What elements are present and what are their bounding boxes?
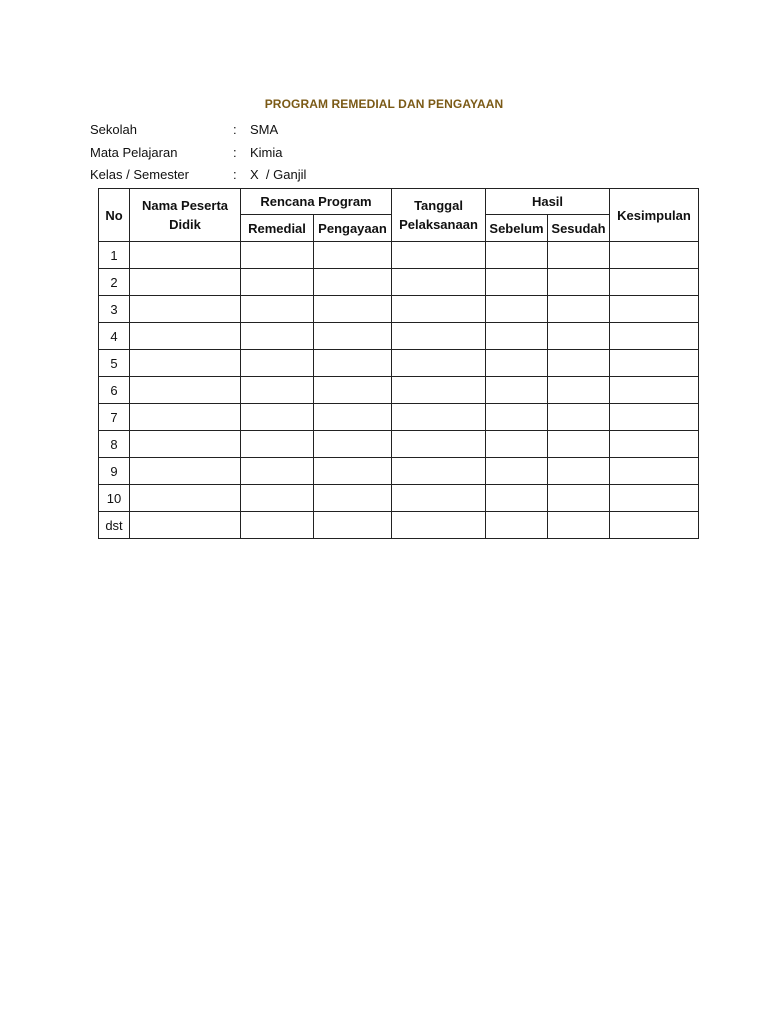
remedial-cell[interactable]	[241, 350, 314, 377]
header-tanggal-pelaksanaan	[392, 189, 486, 242]
sebelum-cell[interactable]	[486, 404, 548, 431]
tanggal-cell[interactable]	[392, 485, 486, 512]
nama-cell[interactable]	[130, 458, 241, 485]
pengayaan-cell[interactable]	[314, 485, 392, 512]
header-sebelum: Sebelum	[486, 215, 548, 242]
info-row-sekolah	[90, 121, 490, 139]
tanggal-cell[interactable]	[392, 458, 486, 485]
remedial-cell[interactable]	[241, 485, 314, 512]
info-value: X / Ganjil	[250, 167, 307, 182]
tanggal-cell[interactable]	[392, 350, 486, 377]
info-row-kelas-semester	[90, 166, 490, 184]
row-number-cell: 9	[99, 458, 130, 485]
pengayaan-cell[interactable]	[314, 458, 392, 485]
remedial-cell[interactable]	[241, 269, 314, 296]
kesimpulan-cell[interactable]	[610, 431, 699, 458]
nama-cell[interactable]	[130, 269, 241, 296]
header-nama-peserta-line2: Didik	[169, 217, 201, 232]
sebelum-cell[interactable]	[486, 323, 548, 350]
tanggal-cell[interactable]	[392, 269, 486, 296]
sebelum-cell[interactable]	[486, 458, 548, 485]
row-number-cell: 8	[99, 431, 130, 458]
nama-cell[interactable]	[130, 377, 241, 404]
header-remedial: Remedial	[241, 215, 314, 242]
kesimpulan-cell[interactable]	[610, 377, 699, 404]
table-row	[99, 458, 699, 485]
document-title: PROGRAM REMEDIAL DAN PENGAYAAN	[264, 97, 504, 111]
info-label: Mata Pelajaran	[90, 145, 178, 160]
table-body	[99, 242, 699, 539]
header-nama-peserta-line1: Nama Peserta	[142, 198, 228, 213]
row-number-cell: 1	[99, 242, 130, 269]
row-number-cell: 6	[99, 377, 130, 404]
header-rencana-program: Rencana Program	[241, 189, 392, 215]
header-tanggal-line1: Tanggal	[414, 198, 463, 213]
tanggal-cell[interactable]	[392, 404, 486, 431]
sesudah-cell[interactable]	[548, 431, 610, 458]
tanggal-cell[interactable]	[392, 323, 486, 350]
nama-cell[interactable]	[130, 242, 241, 269]
table-row	[99, 350, 699, 377]
table-row	[99, 377, 699, 404]
sesudah-cell[interactable]	[548, 323, 610, 350]
sesudah-cell[interactable]	[548, 458, 610, 485]
table-row	[99, 431, 699, 458]
kesimpulan-cell[interactable]	[610, 242, 699, 269]
table-row	[99, 512, 699, 539]
remedial-cell[interactable]	[241, 377, 314, 404]
row-number-cell: 2	[99, 269, 130, 296]
sesudah-cell[interactable]	[548, 404, 610, 431]
kesimpulan-cell[interactable]	[610, 404, 699, 431]
pengayaan-cell[interactable]	[314, 404, 392, 431]
info-separator: :	[233, 122, 237, 137]
row-number-cell: 10	[99, 485, 130, 512]
row-number-cell: 3	[99, 296, 130, 323]
pengayaan-cell[interactable]	[314, 350, 392, 377]
sebelum-cell[interactable]	[486, 377, 548, 404]
header-tanggal-line2: Pelaksanaan	[399, 217, 478, 232]
pengayaan-cell[interactable]	[314, 242, 392, 269]
tanggal-cell[interactable]	[392, 512, 486, 539]
kesimpulan-cell[interactable]	[610, 512, 699, 539]
nama-cell[interactable]	[130, 431, 241, 458]
table-row	[99, 404, 699, 431]
row-number-cell: 4	[99, 323, 130, 350]
nama-cell[interactable]	[130, 485, 241, 512]
header-no: No	[99, 189, 130, 242]
sebelum-cell[interactable]	[486, 269, 548, 296]
kesimpulan-cell[interactable]	[610, 350, 699, 377]
kesimpulan-cell[interactable]	[610, 458, 699, 485]
nama-cell[interactable]	[130, 512, 241, 539]
sesudah-cell[interactable]	[548, 269, 610, 296]
tanggal-cell[interactable]	[392, 296, 486, 323]
table-row	[99, 269, 699, 296]
sebelum-cell[interactable]	[486, 485, 548, 512]
sesudah-cell[interactable]	[548, 512, 610, 539]
pengayaan-cell[interactable]	[314, 269, 392, 296]
table-row	[99, 323, 699, 350]
sebelum-cell[interactable]	[486, 431, 548, 458]
sebelum-cell[interactable]	[486, 512, 548, 539]
info-separator: :	[233, 145, 237, 160]
tanggal-cell[interactable]	[392, 431, 486, 458]
sesudah-cell[interactable]	[548, 350, 610, 377]
remedial-cell[interactable]	[241, 323, 314, 350]
nama-cell[interactable]	[130, 350, 241, 377]
remedial-cell[interactable]	[241, 458, 314, 485]
info-value: SMA	[250, 122, 279, 137]
row-number-cell: dst	[99, 512, 130, 539]
kesimpulan-cell[interactable]	[610, 269, 699, 296]
remedial-cell[interactable]	[241, 296, 314, 323]
header-nama-peserta	[130, 189, 241, 242]
sebelum-cell[interactable]	[486, 296, 548, 323]
nama-cell[interactable]	[130, 296, 241, 323]
info-label: Sekolah	[90, 122, 137, 137]
kesimpulan-cell[interactable]	[610, 296, 699, 323]
info-value: Kimia	[250, 145, 283, 160]
header-hasil: Hasil	[486, 189, 610, 215]
pengayaan-cell[interactable]	[314, 431, 392, 458]
kesimpulan-cell[interactable]	[610, 485, 699, 512]
table-row	[99, 242, 699, 269]
table-row	[99, 485, 699, 512]
row-number-cell: 7	[99, 404, 130, 431]
pengayaan-cell[interactable]	[314, 323, 392, 350]
header-pengayaan: Pengayaan	[314, 215, 392, 242]
sebelum-cell[interactable]	[486, 242, 548, 269]
sesudah-cell[interactable]	[548, 296, 610, 323]
sesudah-cell[interactable]	[548, 242, 610, 269]
tanggal-cell[interactable]	[392, 242, 486, 269]
pengayaan-cell[interactable]	[314, 512, 392, 539]
info-separator: :	[233, 167, 237, 182]
header-sesudah: Sesudah	[548, 215, 610, 242]
row-number-cell: 5	[99, 350, 130, 377]
kesimpulan-cell[interactable]	[610, 323, 699, 350]
nama-cell[interactable]	[130, 323, 241, 350]
remedial-cell[interactable]	[241, 431, 314, 458]
remedial-cell[interactable]	[241, 404, 314, 431]
pengayaan-cell[interactable]	[314, 377, 392, 404]
tanggal-cell[interactable]	[392, 377, 486, 404]
sebelum-cell[interactable]	[486, 350, 548, 377]
sesudah-cell[interactable]	[548, 485, 610, 512]
sesudah-cell[interactable]	[548, 377, 610, 404]
remedial-cell[interactable]	[241, 242, 314, 269]
nama-cell[interactable]	[130, 404, 241, 431]
header-kesimpulan: Kesimpulan	[610, 189, 699, 242]
info-label: Kelas / Semester	[90, 167, 189, 182]
remedial-table	[98, 188, 699, 539]
pengayaan-cell[interactable]	[314, 296, 392, 323]
info-row-mata-pelajaran	[90, 144, 490, 162]
remedial-cell[interactable]	[241, 512, 314, 539]
table-row	[99, 296, 699, 323]
